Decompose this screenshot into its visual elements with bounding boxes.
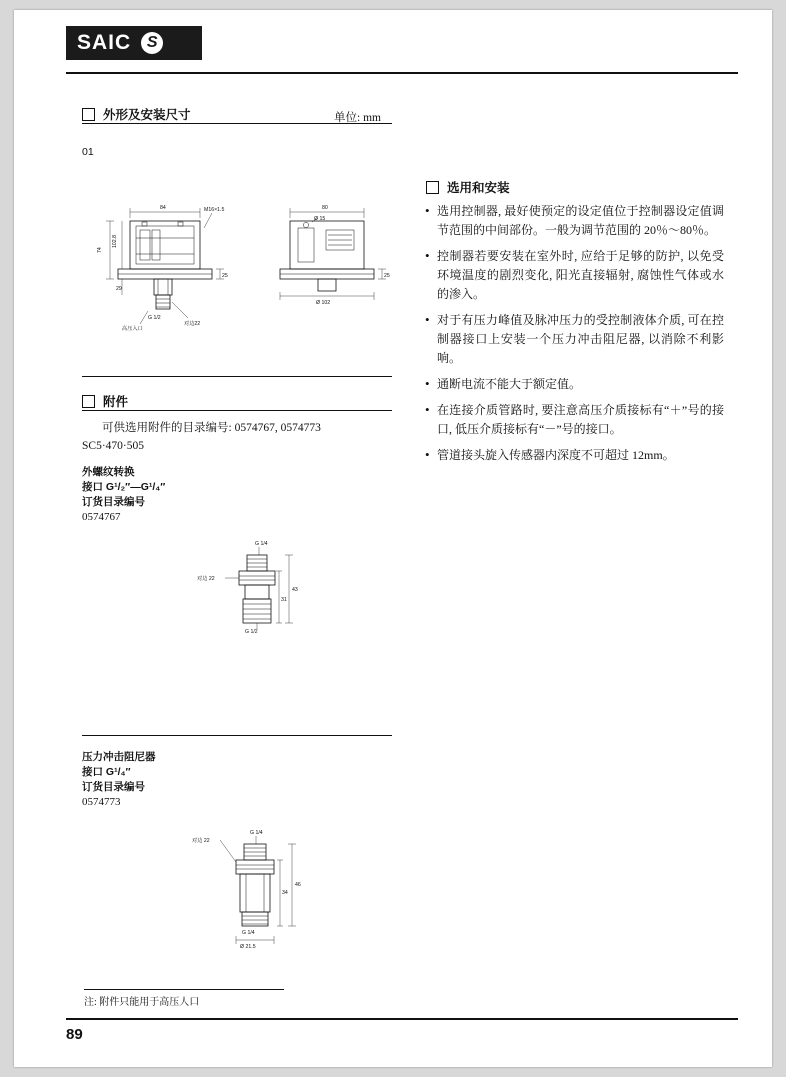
- accessory-2-top-rule: [82, 735, 392, 736]
- header-divider: [66, 72, 738, 74]
- selection-bullet-list: [424, 202, 724, 472]
- svg-text:G 1/4: G 1/4: [242, 930, 255, 936]
- accessory-1-order-no: 0574767: [82, 511, 121, 523]
- list-item: • 控制器若要安装在室外时, 应给于足够的防护, 以免受环境温度的剧烈变化, 阳光直接辐射, 腐蚀性气体或水的渗入。: [424, 247, 724, 304]
- svg-text:25: 25: [384, 273, 390, 279]
- square-bullet-icon: [426, 181, 439, 194]
- footer-divider: [66, 1018, 738, 1020]
- section-title-selection: [426, 178, 510, 196]
- list-item: • 对于有压力峰值及脉冲压力的受控制液体介质, 可在控制器接口上安装一个压力冲击阻尼器, 以消除不利影响。: [424, 311, 724, 368]
- accessory-1-order-label: 订货目录编号: [82, 496, 145, 508]
- accessory-1-info: [82, 465, 165, 525]
- svg-text:74: 74: [97, 247, 103, 253]
- drawing-accessory-1: [179, 535, 349, 660]
- svg-text:29: 29: [116, 286, 122, 292]
- accessories-top-rule: [82, 376, 392, 377]
- square-bullet-icon: [82, 395, 95, 408]
- svg-text:M16×1.5: M16×1.5: [204, 207, 225, 213]
- accessory-2-order-label: 订货目录编号: [82, 781, 145, 793]
- svg-text:31: 31: [281, 597, 287, 603]
- section-title-dimensions: [82, 105, 191, 123]
- unit-label: 单位: mm: [334, 112, 381, 124]
- svg-text:Ø 102: Ø 102: [316, 300, 331, 306]
- list-item: • 通断电流不能大于额定值。: [424, 375, 724, 394]
- svg-text:80: 80: [322, 205, 328, 211]
- accessory-1-interface: 接口 G¹/₂″—G¹/₄″: [82, 481, 166, 493]
- svg-text:25: 25: [222, 273, 228, 279]
- accessory-2-title: 压力冲击阻尼器: [82, 751, 156, 763]
- brand-mark-icon: [141, 32, 163, 54]
- svg-text:G 1/4: G 1/4: [255, 541, 268, 547]
- brand-logo: [66, 26, 202, 60]
- drawing-main-side-view: [92, 198, 302, 358]
- list-item: • 管道接头旋入传感器内深度不可超过 12mm。: [424, 446, 724, 465]
- svg-text:34: 34: [282, 890, 288, 896]
- svg-text:G 1/2: G 1/2: [148, 315, 161, 321]
- section-title-selection-label: 选用和安装: [447, 181, 510, 195]
- svg-text:46: 46: [295, 882, 301, 888]
- section-title-accessories: [82, 392, 128, 410]
- page-number: 89: [66, 1026, 83, 1043]
- accessory-2-info: [82, 750, 156, 810]
- figure-id: 01: [82, 146, 94, 158]
- footer-note-rule: [84, 989, 284, 990]
- list-item: • 在连接介质管路时, 要注意高压介质接标有“＋”号的接口, 低压介质接标有“－”号的接口。: [424, 401, 724, 439]
- accessory-2-order-no: 0574773: [82, 796, 121, 808]
- svg-text:43: 43: [292, 587, 298, 593]
- svg-text:102.8: 102.8: [112, 235, 118, 248]
- svg-text:Ø 21.5: Ø 21.5: [240, 944, 256, 950]
- accessory-2-interface: 接口 G¹/₄″: [82, 766, 131, 778]
- list-item: • 选用控制器, 最好使预定的设定值位于控制器设定值调节范围的中间部份。一般为调节范围的 20％～80％。: [424, 202, 724, 240]
- page-header: [14, 10, 772, 72]
- svg-text:G 1/2: G 1/2: [245, 629, 258, 635]
- svg-text:高压入口: 高压入口: [122, 326, 143, 332]
- svg-text:G 1/4: G 1/4: [250, 830, 263, 836]
- accessories-note-2: SC5·470·505: [82, 440, 144, 452]
- accessories-note-1: 可供选用附件的目录编号: 0574767, 0574773: [102, 422, 321, 434]
- drawing-main-front-view: [272, 198, 402, 358]
- brand-name: SAIC: [77, 31, 132, 54]
- square-bullet-icon: [82, 108, 95, 121]
- svg-text:对边 22: 对边 22: [192, 838, 210, 844]
- svg-text:84: 84: [160, 205, 166, 211]
- accessory-1-title: 外螺纹转换: [82, 466, 135, 478]
- svg-text:Ø 15: Ø 15: [314, 216, 326, 222]
- svg-text:对边22: 对边22: [184, 321, 201, 327]
- drawing-accessory-2: [174, 822, 354, 952]
- section-title-dimensions-label: 外形及安装尺寸: [103, 108, 191, 122]
- svg-text:对边 22: 对边 22: [197, 576, 215, 582]
- document-page: [14, 10, 772, 1067]
- footer-note: 注: 附件只能用于高压人口: [84, 997, 200, 1008]
- accessories-underline: [82, 410, 392, 411]
- section-title-accessories-label: 附件: [103, 395, 129, 409]
